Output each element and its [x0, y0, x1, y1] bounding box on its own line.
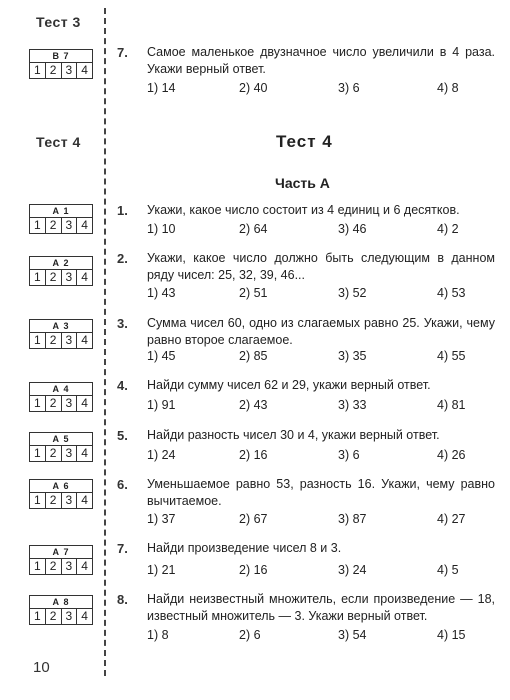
question-number: 8.	[117, 592, 128, 607]
page-number: 10	[33, 659, 50, 676]
answer-option[interactable]: 1) 14	[147, 81, 176, 95]
answer-cell[interactable]: 4	[81, 63, 88, 77]
answer-cell[interactable]: 1	[30, 396, 46, 411]
answer-grid-code: А 7	[30, 546, 92, 559]
answer-cell[interactable]: 3	[62, 396, 78, 411]
answer-cell[interactable]: 3	[62, 270, 78, 285]
answer-cell[interactable]: 3	[62, 559, 78, 574]
answer-option[interactable]: 2) 51	[239, 286, 268, 300]
question-text: Найди разность чисел 30 и 4, укажи верный ответ.	[147, 428, 440, 442]
answer-option[interactable]: 4) 81	[437, 398, 466, 412]
answer-cell[interactable]: 2	[46, 396, 62, 411]
answer-grid-a6	[29, 479, 93, 509]
answer-option[interactable]: 4) 2	[437, 222, 459, 236]
answer-cell[interactable]: 1	[30, 218, 46, 233]
answer-cell[interactable]: 2	[46, 218, 62, 233]
answer-option[interactable]: 4) 55	[437, 349, 466, 363]
answer-option[interactable]: 2) 16	[239, 563, 268, 577]
answer-grid-code: А 1	[30, 205, 92, 218]
answer-cell[interactable]: 4	[81, 333, 88, 347]
answer-cell[interactable]: 4	[81, 396, 88, 410]
part-title: Часть А	[275, 175, 330, 191]
answer-option[interactable]: 1) 45	[147, 349, 176, 363]
answer-grid-code: А 2	[30, 257, 92, 270]
question-number: 6.	[117, 477, 128, 492]
answer-grid-code: А 6	[30, 480, 92, 493]
answer-option[interactable]: 1) 21	[147, 563, 176, 577]
answer-option[interactable]: 1) 8	[147, 628, 169, 642]
answer-option[interactable]: 4) 27	[437, 512, 466, 526]
answer-cell[interactable]: 2	[46, 63, 62, 78]
answer-option[interactable]: 2) 85	[239, 349, 268, 363]
answer-option[interactable]: 4) 15	[437, 628, 466, 642]
answer-cell[interactable]: 1	[30, 609, 46, 624]
answer-option[interactable]: 3) 35	[338, 349, 367, 363]
sidebar-test4-label: Тест 4	[36, 134, 81, 150]
answer-grid-a5	[29, 432, 93, 462]
answer-option[interactable]: 4) 8	[437, 81, 459, 95]
answer-option[interactable]: 3) 46	[338, 222, 367, 236]
answer-option[interactable]: 1) 43	[147, 286, 176, 300]
sidebar-test3-label: Тест 3	[36, 14, 81, 30]
question-text: Укажи, какое число состоит из 4 единиц и 6 десятков.	[147, 203, 460, 217]
answer-cell[interactable]: 1	[30, 333, 46, 348]
answer-option[interactable]: 3) 6	[338, 448, 360, 462]
answer-cell[interactable]: 1	[30, 559, 46, 574]
answer-grid-code: А 3	[30, 320, 92, 333]
answer-option[interactable]: 2) 40	[239, 81, 268, 95]
answer-cell[interactable]: 2	[46, 493, 62, 508]
answer-cell[interactable]: 4	[81, 446, 88, 460]
answer-grid-code: А 4	[30, 383, 92, 396]
answer-cell[interactable]: 2	[46, 333, 62, 348]
answer-cell[interactable]: 1	[30, 493, 46, 508]
answer-grid-a8	[29, 595, 93, 625]
answer-cell[interactable]: 1	[30, 63, 46, 78]
answer-option[interactable]: 4) 53	[437, 286, 466, 300]
answer-grid-a7	[29, 545, 93, 575]
answer-option[interactable]: 2) 16	[239, 448, 268, 462]
answer-option[interactable]: 2) 43	[239, 398, 268, 412]
answer-grid-a4	[29, 382, 93, 412]
answer-option[interactable]: 3) 24	[338, 563, 367, 577]
answer-cell[interactable]: 3	[62, 63, 78, 78]
answer-grid-code: В 7	[30, 50, 92, 63]
question-number: 4.	[117, 378, 128, 393]
question-number: 7.	[117, 541, 128, 556]
question-number: 2.	[117, 251, 128, 266]
answer-cell[interactable]: 3	[62, 446, 78, 461]
answer-cell[interactable]: 2	[46, 446, 62, 461]
answer-grid-b7	[29, 49, 93, 79]
question-text: Найди сумму чисел 62 и 29, укажи верный ответ.	[147, 378, 431, 392]
answer-option[interactable]: 1) 24	[147, 448, 176, 462]
answer-option[interactable]: 4) 5	[437, 563, 459, 577]
test-title: Тест 4	[276, 132, 333, 151]
answer-cell[interactable]: 3	[62, 609, 78, 624]
question-number: 3.	[117, 316, 128, 331]
answer-option[interactable]: 2) 64	[239, 222, 268, 236]
answer-option[interactable]: 3) 33	[338, 398, 367, 412]
answer-option[interactable]: 1) 91	[147, 398, 176, 412]
answer-cell[interactable]: 4	[81, 270, 88, 284]
cut-line	[104, 8, 106, 676]
answer-option[interactable]: 1) 37	[147, 512, 176, 526]
question-text: Уменьшаемое равно 53, разность 16. Укажи, чему равно вычитаемое.	[147, 477, 495, 508]
answer-cell[interactable]: 3	[62, 333, 78, 348]
answer-cell[interactable]: 2	[46, 559, 62, 574]
answer-cell[interactable]: 3	[62, 218, 78, 233]
answer-option[interactable]: 2) 6	[239, 628, 261, 642]
answer-cell[interactable]: 2	[46, 270, 62, 285]
answer-cell[interactable]: 4	[81, 559, 88, 573]
answer-cell[interactable]: 3	[62, 493, 78, 508]
question-number: 7.	[117, 45, 128, 60]
answer-option[interactable]: 2) 67	[239, 512, 268, 526]
question-number: 1.	[117, 203, 128, 218]
answer-cell[interactable]: 4	[81, 609, 88, 623]
question-text: Самое маленькое двузначное число увеличили в 4 раза. Укажи верный ответ.	[147, 45, 495, 76]
question-text: Найди произведение чисел 8 и 3.	[147, 541, 342, 555]
answer-grid-a1	[29, 204, 93, 234]
answer-cell[interactable]: 4	[81, 493, 88, 507]
answer-option[interactable]: 4) 26	[437, 448, 466, 462]
question-number: 5.	[117, 428, 128, 443]
answer-grid-a3	[29, 319, 93, 349]
answer-cell[interactable]: 4	[81, 218, 88, 232]
answer-cell[interactable]: 1	[30, 270, 46, 285]
question-text: Укажи, какое число должно быть следующим в данном ряду чисел: 25, 32, 39, 46...	[147, 251, 495, 282]
answer-option[interactable]: 3) 54	[338, 628, 367, 642]
answer-option[interactable]: 3) 52	[338, 286, 367, 300]
answer-grid-code: А 8	[30, 596, 92, 609]
answer-cell[interactable]: 1	[30, 446, 46, 461]
answer-cell[interactable]: 2	[46, 609, 62, 624]
question-text: Найди неизвестный множитель, если произведение — 18, известный множитель — 3. Укажи верный ответ.	[147, 592, 495, 623]
answer-grid-code: А 5	[30, 433, 92, 446]
answer-grid-a2	[29, 256, 93, 286]
answer-option[interactable]: 3) 6	[338, 81, 360, 95]
answer-option[interactable]: 3) 87	[338, 512, 367, 526]
question-text: Сумма чисел 60, одно из слагаемых равно 25. Укажи, чему равно второе слагаемое.	[147, 316, 495, 347]
answer-option[interactable]: 1) 10	[147, 222, 176, 236]
